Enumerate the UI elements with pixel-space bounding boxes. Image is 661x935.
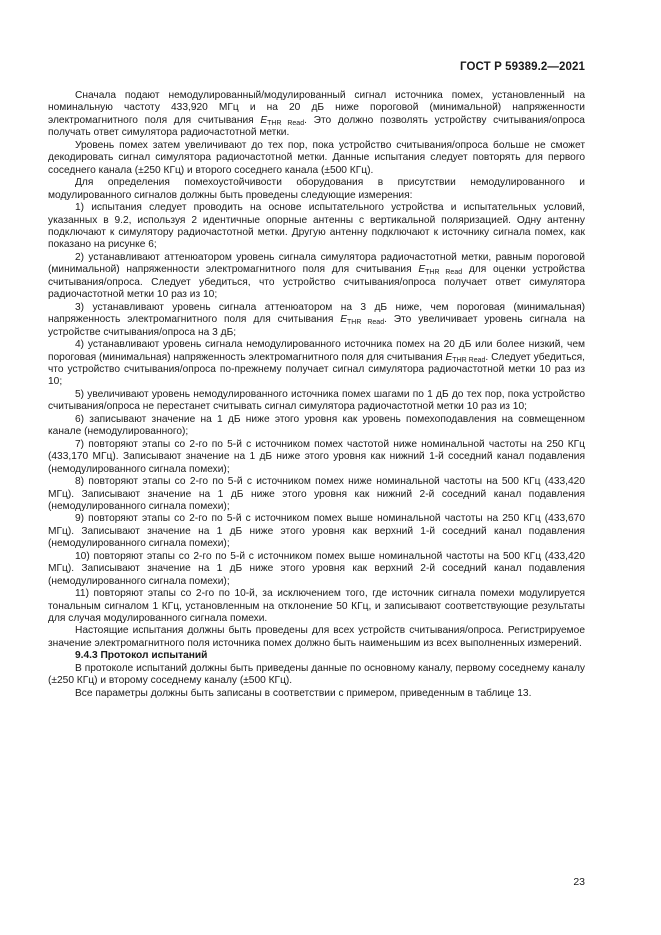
text-run: 3) устанавливают уровень сигнала аттенюатором на 3 дБ ниже, чем пороговая (минимальная) напряженность электромагнитного поля для считывания <box>48 301 585 326</box>
body-text <box>48 90 585 700</box>
text-run: . Следует убедиться, что устройство считывания/опроса по-прежнему получает сигнал симулятора радиочастотной метки 10 раз из 10; <box>48 351 585 388</box>
paragraph <box>48 439 585 476</box>
text-run: 9) повторяют этапы со 2-го по 5-й с источником помех выше номинальной частоты на 250 КГц (433,670 МГц). Записывают значение на 1 дБ ниже этого уровня как верхний 1-й соседний канал подавления (немодулированного сигнала помехи); <box>48 513 585 550</box>
paragraph <box>48 663 585 688</box>
symbol-subscript: THR Read <box>347 319 385 327</box>
paragraph <box>48 90 585 140</box>
paragraph <box>48 389 585 414</box>
text-run: 7) повторяют этапы со 2-го по 5-й с источником помех частотой ниже номинальной частоты на 250 КГц (433,170 МГц). Записывают значение на 1 дБ ниже этого уровня как нижний 1-й соседний канал подавления (немодулированного сигнала помехи); <box>48 438 585 475</box>
text-run: 6) записывают значение на 1 дБ ниже этого уровня как уровень помехоподавления на совмещенном канале (немодулированного); <box>48 413 585 438</box>
section-heading <box>48 650 585 662</box>
text-run: Уровень помех затем увеличивают до тех пор, пока устройство считывания/опроса больше не сможет декодировать сигнал симулятора радиочастотной метки. Данные испытания следует повторять для первого соседнего канала (±250 КГц) и второго соседнего канала (±500 КГц). <box>48 139 585 176</box>
symbol-variable: E <box>340 314 347 326</box>
text-run: . Это должно позволять устройству считывания/опроса получать ответ симулятора радиочастотной метки. <box>48 114 585 139</box>
text-run: 4) устанавливают уровень сигнала немодулированного источника помех на 20 дБ или более низкий, чем пороговая (минимальная) напряженность электромагнитного поля для считывания <box>48 339 585 363</box>
symbol-subscript: THR Read <box>452 356 486 364</box>
standard-designation: ГОСТ Р 59389.2—2021 <box>460 61 585 73</box>
paragraph <box>48 252 585 302</box>
text-run: Для определения помехоустойчивости оборудования в присутствии немодулированного и модулированного сигналов должны быть проведены следующие измерения: <box>48 177 585 201</box>
paragraph <box>48 140 585 177</box>
paragraph <box>48 414 585 439</box>
symbol-subscript: THR Read <box>425 269 463 277</box>
text-run: Настоящие испытания должны быть проведены для всех устройств считывания/опроса. Регистрируемое значение электромагнитного поля источника помех должно быть наименьшим из всех выполненных измерений. <box>48 625 585 649</box>
text-run: 11) повторяют этапы со 2-го по 10-й, за исключением того, где источник сигнала помехи модулируется тональным сигналом 1 КГц, установленным на отклонение 50 КГц, и записывают соответствующие результаты для случая модулированного сигнала помехи. <box>48 588 585 625</box>
text-run: 1) испытания следует проводить на основе испытательного устройства и испытательных условий, указанных в 9.2, используя 2 идентичные опорные антенны с вертикальной поляризацией. Одну антенну подключают к симулятору радиочастотной метки. Другую антенну подключают к источнику сигнала помех, как показано на рисунке 6; <box>48 202 585 251</box>
text-run: . Это увеличивает уровень сигнала на устройстве считывания/опроса на 3 дБ; <box>48 314 585 338</box>
text-run: В протоколе испытаний должны быть приведены данные по основному каналу, первому соседнему каналу (±250 КГц) и второму соседнему каналу (±500 КГц). <box>48 662 585 687</box>
symbol-variable: E <box>418 264 426 276</box>
heading-text: 9.4.3 Протокол испытаний <box>75 650 208 662</box>
paragraph <box>48 625 585 650</box>
paragraph <box>48 302 585 339</box>
symbol-subscript: THR Read <box>267 119 305 127</box>
text-run: Все параметры должны быть записаны в соответствии с примером, приведенным в таблице 13. <box>75 687 532 699</box>
paragraph <box>48 177 585 202</box>
symbol-variable: E <box>445 351 453 363</box>
text-run: 10) повторяют этапы со 2-го по 5-й с источником помех выше номинальной частоты на 500 КГц (433,420 МГц). Записывают значение на 1 дБ ниже этого уровня как верхний 2-й соседний канал подавления (немодулированного сигнала помехи); <box>48 550 585 587</box>
text-run: для оценки устройства считывания/опроса. Следует убедиться, что устройство считывания/опроса получает ответ симулятора радиочастотной метки 10 раз из 10; <box>48 264 585 301</box>
paragraph <box>48 339 585 389</box>
paragraph <box>48 688 585 700</box>
text-run: 2) устанавливают аттенюатором уровень сигнала симулятора радиочастотной метки, равным пороговой (минимальной) напряженности электромагнитного поля для считывания <box>48 251 585 276</box>
paragraph <box>48 551 585 588</box>
page-number: 23 <box>573 876 585 888</box>
paragraph <box>48 202 585 252</box>
text-run: 8) повторяют этапы со 2-го по 5-й с источником помех ниже номинальной частоты на 500 КГц (433,420 МГц). Записывают значение на 1 дБ ниже этого уровня как нижний 2-й соседний канал подавления (немодулированного сигнала помехи); <box>48 476 585 512</box>
symbol-variable: E <box>260 114 268 126</box>
paragraph <box>48 588 585 625</box>
text-run: 5) увеличивают уровень немодулированного источника помех шагами по 1 дБ до тех пор, пока устройство считывания/опроса не перестанет считывать сигнал симулятора радиочастотной метки 10 раз из 10; <box>48 388 585 413</box>
paragraph <box>48 476 585 513</box>
paragraph <box>48 513 585 550</box>
text-run: Сначала подают немодулированный/модулированный сигнал источника помех, установленный на номинальную частоту 433,920 МГц и на 20 дБ ниже пороговой (минимальной) напряженности электромагнитного поля для считывания <box>48 90 585 126</box>
